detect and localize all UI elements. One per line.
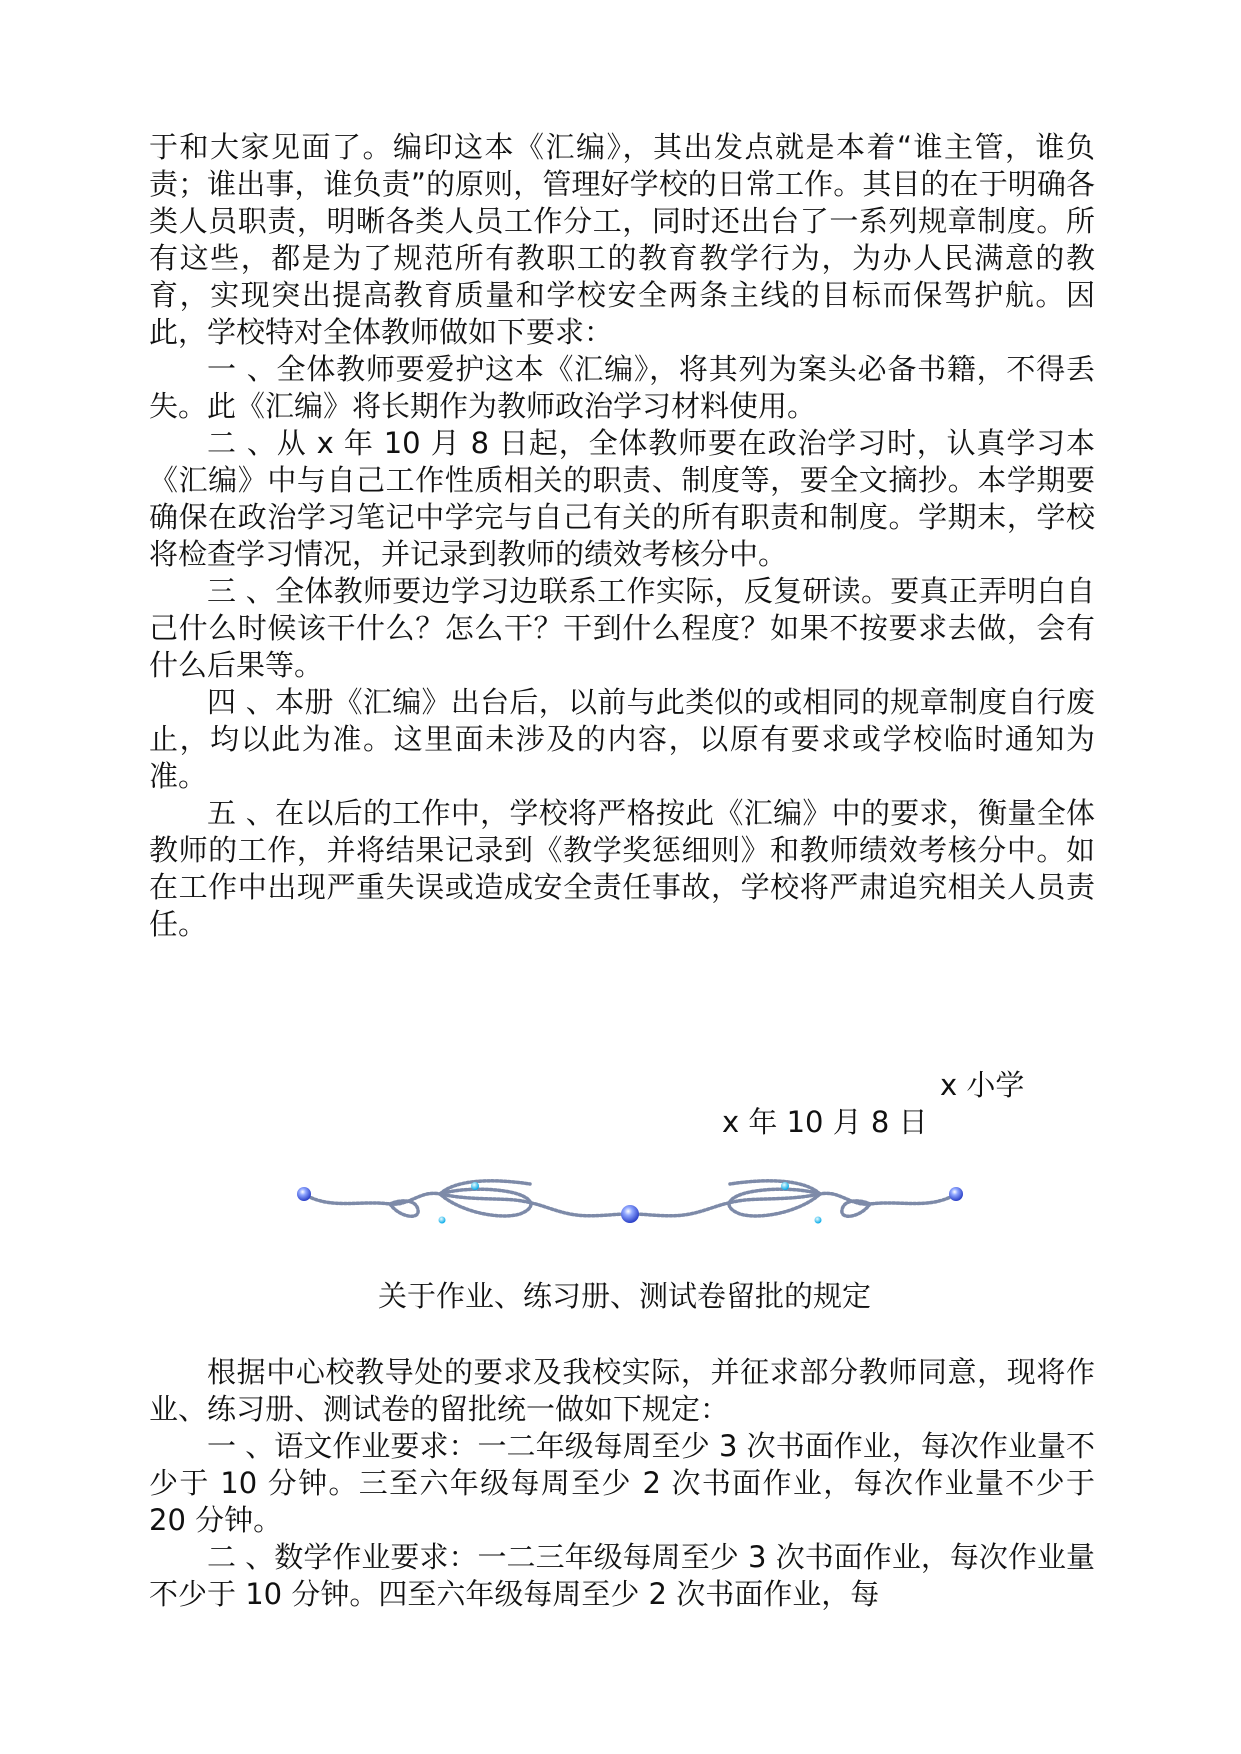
rules-intro-paragraph: 根据中心校教导处的要求及我校实际，并征求部分教师同意，现将作业、练习册、测试卷的留批统一做如下规定： <box>149 1355 1095 1426</box>
homework-rules-section <box>149 1354 1095 1613</box>
requirement-item-2: 二 、从 x 年 10 月 8 日起，全体教师要在政治学习时，认真学习本《汇编》中与自己工作性质相关的职责、制度等，要全文摘抄。本学期要确保在政治学习笔记中学完与自己有关的所有职责和制度。学期末，学校将检查学习情况，并记录到教师的绩效考核分中。 <box>149 426 1095 571</box>
requirement-item-3: 三 、全体教师要边学习边联系工作实际，反复研读。要真正弄明白自己什么时候该干什么？怎么干？干到什么程度？如果不按要求去做，会有什么后果等。 <box>149 574 1095 682</box>
requirement-item-1: 一 、全体教师要爱护这本《汇编》，将其列为案头必备书籍，不得丢失。此《汇编》将长期作为教师政治学习材料使用。 <box>149 352 1095 423</box>
section-title: 关于作业、练习册、测试卷留批的规定 <box>377 1279 871 1313</box>
signature-date: x 年 10 月 8 日 <box>722 1105 928 1139</box>
rule-item-1: 一 、语文作业要求：一二年级每周至少 3 次书面作业，每次作业量不少于 10 分钟。三至六年级每周至少 2 次书面作业，每次作业量不少于 20 分钟。 <box>149 1429 1095 1537</box>
rule-item-2: 二 、数学作业要求：一二三年级每周至少 3 次书面作业，每次作业量不少于 10 分钟。四至六年级每周至少 2 次书面作业，每 <box>149 1540 1095 1611</box>
decorative-divider <box>290 1170 970 1240</box>
signature-school: x 小学 <box>940 1068 1025 1102</box>
requirement-item-4: 四 、本册《汇编》出台后，以前与此类似的或相同的规章制度自行废止，均以此为准。这里面未涉及的内容，以原有要求或学校临时通知为准。 <box>149 685 1095 793</box>
requirement-item-5: 五 、在以后的工作中，学校将严格按此《汇编》中的要求，衡量全体教师的工作，并将结果记录到《教学奖惩细则》和教师绩效考核分中。如在工作中出现严重失误或造成安全责任事故，学校将严肃追究相关人员责任。 <box>149 796 1095 941</box>
intro-paragraph: 于和大家见面了。编印这本《汇编》，其出发点就是本着“谁主管，谁负责；谁出事，谁负责”的原则，管理好学校的日常工作。其目的在于明确各类人员职责，明晰各类人员工作分工，同时还出台了一系列规章制度。所有这些，都是为了规范所有教职工的教育教学行为，为办人民满意的教育，实现突出提高教育质量和学校安全两条主线的目标而保驾护航。因此，学校特对全体教师做如下要求： <box>149 130 1095 349</box>
requirements-section <box>149 129 1095 943</box>
